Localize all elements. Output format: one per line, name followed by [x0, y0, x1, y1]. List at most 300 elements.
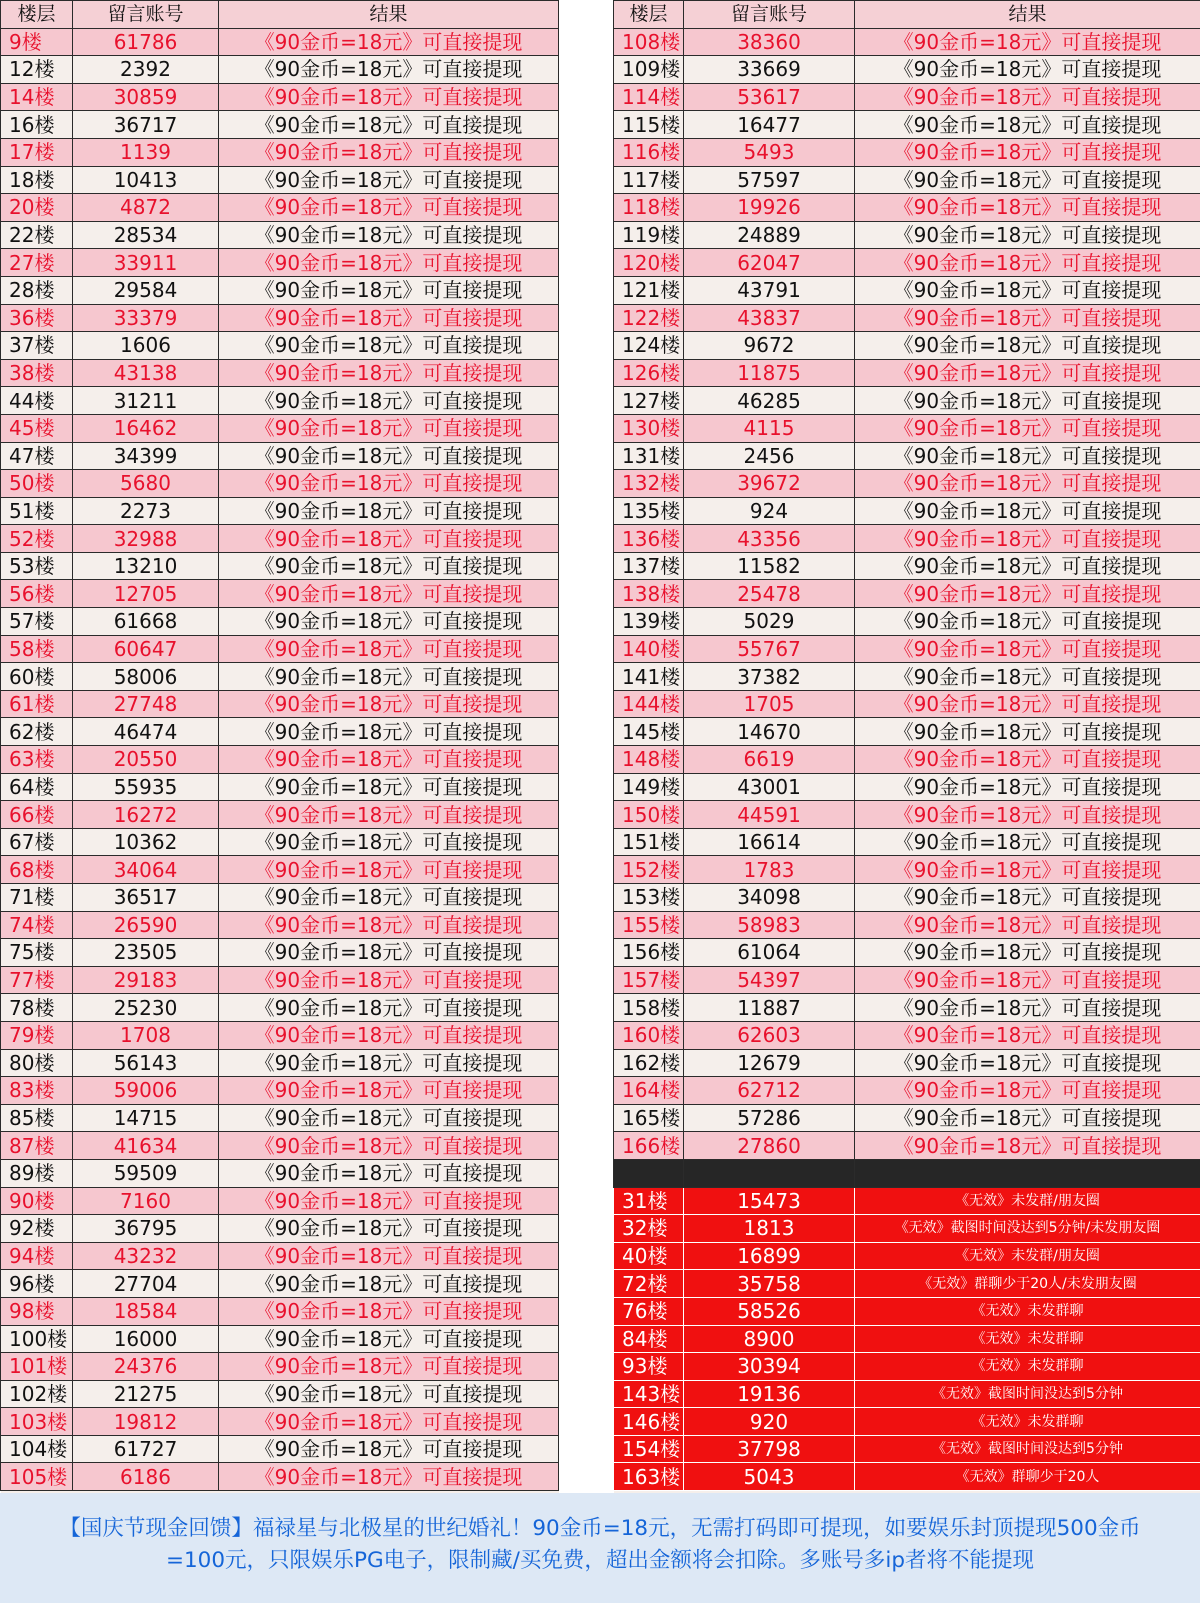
result-cell: 《90金币=18元》可直接提现	[855, 111, 1200, 139]
table-row	[1, 1297, 559, 1325]
table-row	[1, 994, 559, 1022]
floor-cell: 32楼	[614, 1215, 684, 1243]
table-row	[614, 442, 1200, 470]
table-row	[1, 111, 559, 139]
result-cell: 《90金币=18元》可直接提现	[219, 525, 559, 553]
floor-cell: 117楼	[614, 166, 684, 194]
account-cell: 34399	[73, 442, 219, 470]
floor-cell: 156楼	[614, 939, 684, 967]
result-cell: 《90金币=18元》可直接提现	[855, 828, 1200, 856]
floor-cell: 127楼	[614, 387, 684, 415]
account-cell: 34098	[684, 884, 855, 912]
floor-cell: 144楼	[614, 690, 684, 718]
account-cell: 53617	[684, 83, 855, 111]
floor-cell: 66楼	[1, 801, 73, 829]
floor-cell: 105楼	[1, 1463, 73, 1491]
floor-cell: 160楼	[614, 1021, 684, 1049]
result-cell: 《无效》未发群聊	[855, 1297, 1200, 1325]
floor-cell: 118楼	[614, 194, 684, 222]
result-cell: 《90金币=18元》可直接提现	[219, 828, 559, 856]
header-row	[1, 1, 559, 29]
account-cell: 8900	[684, 1325, 855, 1353]
result-cell: 《90金币=18元》可直接提现	[219, 359, 559, 387]
result-cell: 《90金币=18元》可直接提现	[219, 1270, 559, 1298]
floor-cell: 155楼	[614, 911, 684, 939]
account-cell: 56143	[73, 1049, 219, 1077]
account-cell: 33911	[73, 249, 219, 277]
account-cell: 41634	[73, 1132, 219, 1160]
header-result: 结果	[855, 1, 1200, 29]
table-row	[614, 497, 1200, 525]
floor-cell: 85楼	[1, 1104, 73, 1132]
floor-cell: 104楼	[1, 1435, 73, 1463]
result-cell: 《90金币=18元》可直接提现	[219, 939, 559, 967]
account-cell: 60647	[73, 635, 219, 663]
result-cell: 《无效》群聊少于20人/未发朋友圈	[855, 1270, 1200, 1298]
account-cell: 31211	[73, 387, 219, 415]
result-cell: 《90金币=18元》可直接提现	[219, 994, 559, 1022]
table-row	[614, 1215, 1200, 1243]
floor-cell: 146楼	[614, 1408, 684, 1436]
account-cell: 43837	[684, 304, 855, 332]
table-row	[1, 1187, 559, 1215]
table-row	[614, 276, 1200, 304]
floor-cell: 63楼	[1, 746, 73, 774]
result-cell: 《90金币=18元》可直接提现	[855, 276, 1200, 304]
floor-cell: 20楼	[1, 194, 73, 222]
account-cell: 43001	[684, 773, 855, 801]
account-cell: 13210	[73, 552, 219, 580]
account-cell: 33379	[73, 304, 219, 332]
account-cell: 16899	[684, 1242, 855, 1270]
table-row	[614, 608, 1200, 636]
table-row	[614, 1435, 1200, 1463]
table-row	[1, 966, 559, 994]
account-cell: 25478	[684, 580, 855, 608]
table-row	[1, 1021, 559, 1049]
result-cell: 《无效》未发群/朋友圈	[855, 1242, 1200, 1270]
table-row	[614, 1132, 1200, 1160]
table-row	[614, 939, 1200, 967]
table-row	[1, 1132, 559, 1160]
table-row	[614, 773, 1200, 801]
right-result-table	[613, 0, 1200, 1503]
result-cell: 《90金币=18元》可直接提现	[219, 1297, 559, 1325]
result-cell: 《90金币=18元》可直接提现	[219, 884, 559, 912]
floor-cell: 114楼	[614, 83, 684, 111]
account-cell: 38360	[684, 28, 855, 56]
result-cell: 《无效》未发群聊	[855, 1408, 1200, 1436]
result-cell: 《90金币=18元》可直接提现	[219, 690, 559, 718]
table-row	[1, 801, 559, 829]
floor-cell: 157楼	[614, 966, 684, 994]
table-row	[1, 773, 559, 801]
result-cell: 《90金币=18元》可直接提现	[855, 332, 1200, 360]
result-cell: 《90金币=18元》可直接提现	[219, 28, 559, 56]
result-cell: 《90金币=18元》可直接提现	[219, 1049, 559, 1077]
table-row	[614, 166, 1200, 194]
account-cell: 12705	[73, 580, 219, 608]
table-row	[1, 28, 559, 56]
floor-cell: 60楼	[1, 663, 73, 691]
result-cell: 《90金币=18元》可直接提现	[855, 83, 1200, 111]
floor-cell: 145楼	[614, 718, 684, 746]
account-cell: 61727	[73, 1435, 219, 1463]
floor-cell: 139楼	[614, 608, 684, 636]
floor-cell: 57楼	[1, 608, 73, 636]
result-cell: 《90金币=18元》可直接提现	[855, 635, 1200, 663]
result-cell: 《90金币=18元》可直接提现	[855, 801, 1200, 829]
header-row	[614, 1, 1200, 29]
account-cell: 37798	[684, 1435, 855, 1463]
account-cell: 2456	[684, 442, 855, 470]
result-cell: 《90金币=18元》可直接提现	[219, 442, 559, 470]
result-cell: 《90金币=18元》可直接提现	[855, 994, 1200, 1022]
account-cell: 1708	[73, 1021, 219, 1049]
table-row	[1, 304, 559, 332]
floor-cell: 84楼	[614, 1325, 684, 1353]
table-row	[614, 1297, 1200, 1325]
floor-cell: 138楼	[614, 580, 684, 608]
table-row	[1, 911, 559, 939]
result-cell: 《90金币=18元》可直接提现	[219, 497, 559, 525]
result-cell: 《90金币=18元》可直接提现	[219, 773, 559, 801]
floor-cell: 74楼	[1, 911, 73, 939]
floor-cell: 75楼	[1, 939, 73, 967]
floor-cell: 22楼	[1, 221, 73, 249]
account-cell: 29584	[73, 276, 219, 304]
account-cell: 34064	[73, 856, 219, 884]
divider-row-cell	[614, 1159, 684, 1187]
table-row	[1, 83, 559, 111]
result-cell: 《90金币=18元》可直接提现	[855, 966, 1200, 994]
table-row	[1, 1270, 559, 1298]
floor-cell: 79楼	[1, 1021, 73, 1049]
floor-cell: 148楼	[614, 746, 684, 774]
account-cell: 6619	[684, 746, 855, 774]
account-cell: 62712	[684, 1077, 855, 1105]
floor-cell: 50楼	[1, 470, 73, 498]
account-cell: 36795	[73, 1215, 219, 1243]
table-row	[614, 359, 1200, 387]
table-row	[1, 359, 559, 387]
table-row	[1, 470, 559, 498]
account-cell: 19812	[73, 1408, 219, 1436]
account-cell: 62603	[684, 1021, 855, 1049]
result-cell: 《90金币=18元》可直接提现	[855, 911, 1200, 939]
floor-cell: 83楼	[1, 1077, 73, 1105]
account-cell: 37382	[684, 663, 855, 691]
table-row	[1, 856, 559, 884]
result-cell: 《90金币=18元》可直接提现	[855, 470, 1200, 498]
result-cell: 《90金币=18元》可直接提现	[219, 1159, 559, 1187]
floor-cell: 166楼	[614, 1132, 684, 1160]
result-cell: 《90金币=18元》可直接提现	[855, 1132, 1200, 1160]
table-row	[1, 497, 559, 525]
result-cell: 《90金币=18元》可直接提现	[219, 414, 559, 442]
floor-cell: 64楼	[1, 773, 73, 801]
result-cell: 《90金币=18元》可直接提现	[219, 166, 559, 194]
account-cell: 26590	[73, 911, 219, 939]
table-row	[1, 166, 559, 194]
account-cell: 11875	[684, 359, 855, 387]
account-cell: 1139	[73, 138, 219, 166]
result-cell: 《90金币=18元》可直接提现	[219, 194, 559, 222]
table-row	[614, 221, 1200, 249]
floor-cell: 102楼	[1, 1380, 73, 1408]
table-row	[1, 56, 559, 84]
floor-cell: 40楼	[614, 1242, 684, 1270]
floor-cell: 77楼	[1, 966, 73, 994]
table-row	[1, 1463, 559, 1491]
account-cell: 12679	[684, 1049, 855, 1077]
result-cell: 《90金币=18元》可直接提现	[855, 580, 1200, 608]
account-cell: 57286	[684, 1104, 855, 1132]
floor-cell: 141楼	[614, 663, 684, 691]
result-cell: 《90金币=18元》可直接提现	[855, 194, 1200, 222]
account-cell: 58983	[684, 911, 855, 939]
account-cell: 36717	[73, 111, 219, 139]
account-cell: 1813	[684, 1215, 855, 1243]
floor-cell: 16楼	[1, 111, 73, 139]
result-cell: 《90金币=18元》可直接提现	[855, 608, 1200, 636]
floor-cell: 121楼	[614, 276, 684, 304]
floor-cell: 100楼	[1, 1325, 73, 1353]
table-row	[614, 663, 1200, 691]
result-cell: 《无效》截图时间没达到5分钟/未发朋友圈	[855, 1215, 1200, 1243]
account-cell: 2273	[73, 497, 219, 525]
result-cell: 《90金币=18元》可直接提现	[855, 939, 1200, 967]
floor-cell: 115楼	[614, 111, 684, 139]
account-cell: 24889	[684, 221, 855, 249]
table-row	[614, 856, 1200, 884]
account-cell: 43232	[73, 1242, 219, 1270]
account-cell: 16477	[684, 111, 855, 139]
table-row	[1, 194, 559, 222]
table-row	[1, 828, 559, 856]
table-row	[1, 1325, 559, 1353]
result-cell: 《90金币=18元》可直接提现	[219, 304, 559, 332]
account-cell: 35758	[684, 1270, 855, 1298]
result-cell: 《90金币=18元》可直接提现	[219, 470, 559, 498]
account-cell: 62047	[684, 249, 855, 277]
result-cell: 《90金币=18元》可直接提现	[855, 221, 1200, 249]
result-cell: 《90金币=18元》可直接提现	[219, 856, 559, 884]
result-cell: 《90金币=18元》可直接提现	[219, 387, 559, 415]
account-cell: 14715	[73, 1104, 219, 1132]
account-cell: 18584	[73, 1297, 219, 1325]
table-row	[1, 746, 559, 774]
table-row	[1, 442, 559, 470]
result-cell: 《90金币=18元》可直接提现	[855, 1021, 1200, 1049]
table-row	[1, 276, 559, 304]
result-cell: 《90金币=18元》可直接提现	[219, 138, 559, 166]
table-row	[614, 994, 1200, 1022]
account-cell: 14670	[684, 718, 855, 746]
account-cell: 46474	[73, 718, 219, 746]
floor-cell: 93楼	[614, 1353, 684, 1381]
table-row	[614, 414, 1200, 442]
account-cell: 9672	[684, 332, 855, 360]
account-cell: 30394	[684, 1353, 855, 1381]
account-cell: 21275	[73, 1380, 219, 1408]
floor-cell: 137楼	[614, 552, 684, 580]
floor-cell: 78楼	[1, 994, 73, 1022]
floor-cell: 98楼	[1, 1297, 73, 1325]
result-cell: 《90金币=18元》可直接提现	[219, 746, 559, 774]
floor-cell: 92楼	[1, 1215, 73, 1243]
floor-cell: 122楼	[614, 304, 684, 332]
account-cell: 57597	[684, 166, 855, 194]
table-row	[1, 1435, 559, 1463]
result-cell: 《90金币=18元》可直接提现	[219, 608, 559, 636]
header-account: 留言账号	[684, 1, 855, 29]
result-cell: 《90金币=18元》可直接提现	[219, 249, 559, 277]
floor-cell: 18楼	[1, 166, 73, 194]
account-cell: 5029	[684, 608, 855, 636]
account-cell: 23505	[73, 939, 219, 967]
floor-cell: 126楼	[614, 359, 684, 387]
account-cell: 28534	[73, 221, 219, 249]
floor-cell: 53楼	[1, 552, 73, 580]
floor-cell: 36楼	[1, 304, 73, 332]
account-cell: 4115	[684, 414, 855, 442]
result-cell: 《90金币=18元》可直接提现	[855, 359, 1200, 387]
table-row	[614, 911, 1200, 939]
result-cell: 《90金币=18元》可直接提现	[219, 221, 559, 249]
account-cell: 10362	[73, 828, 219, 856]
account-cell: 19926	[684, 194, 855, 222]
divider-row	[614, 1159, 1200, 1187]
floor-cell: 67楼	[1, 828, 73, 856]
floor-cell: 28楼	[1, 276, 73, 304]
result-cell: 《90金币=18元》可直接提现	[219, 83, 559, 111]
result-cell: 《90金币=18元》可直接提现	[219, 276, 559, 304]
table-row	[614, 470, 1200, 498]
floor-cell: 58楼	[1, 635, 73, 663]
divider-row-cell	[855, 1159, 1200, 1187]
floor-cell: 62楼	[1, 718, 73, 746]
result-cell: 《90金币=18元》可直接提现	[219, 1353, 559, 1381]
floor-cell: 72楼	[614, 1270, 684, 1298]
floor-cell: 71楼	[1, 884, 73, 912]
table-row	[614, 1021, 1200, 1049]
floor-cell: 108楼	[614, 28, 684, 56]
result-cell: 《无效》群聊少于20人	[855, 1463, 1200, 1491]
result-cell: 《90金币=18元》可直接提现	[855, 718, 1200, 746]
table-row	[1, 608, 559, 636]
floor-cell: 56楼	[1, 580, 73, 608]
result-cell: 《90金币=18元》可直接提现	[219, 1463, 559, 1491]
account-cell: 39672	[684, 470, 855, 498]
result-cell: 《90金币=18元》可直接提现	[855, 138, 1200, 166]
account-cell: 5680	[73, 470, 219, 498]
table-row	[1, 884, 559, 912]
account-cell: 2392	[73, 56, 219, 84]
header-account: 留言账号	[73, 1, 219, 29]
floor-cell: 89楼	[1, 1159, 73, 1187]
table-row	[1, 387, 559, 415]
result-cell: 《无效》未发群聊	[855, 1353, 1200, 1381]
header-result: 结果	[219, 1, 559, 29]
table-row	[1, 332, 559, 360]
account-cell: 59006	[73, 1077, 219, 1105]
result-cell: 《90金币=18元》可直接提现	[219, 552, 559, 580]
account-cell: 27704	[73, 1270, 219, 1298]
floor-cell: 164楼	[614, 1077, 684, 1105]
floor-cell: 149楼	[614, 773, 684, 801]
table-row	[614, 304, 1200, 332]
result-cell: 《90金币=18元》可直接提现	[219, 1104, 559, 1132]
floor-cell: 132楼	[614, 470, 684, 498]
result-cell: 《90金币=18元》可直接提现	[219, 801, 559, 829]
result-cell: 《90金币=18元》可直接提现	[219, 1187, 559, 1215]
account-cell: 33669	[684, 56, 855, 84]
result-cell: 《90金币=18元》可直接提现	[219, 1021, 559, 1049]
result-cell: 《90金币=18元》可直接提现	[219, 966, 559, 994]
account-cell: 61786	[73, 28, 219, 56]
table-row	[1, 690, 559, 718]
floor-cell: 140楼	[614, 635, 684, 663]
account-cell: 30859	[73, 83, 219, 111]
header-floor: 楼层	[614, 1, 684, 29]
table-row	[614, 28, 1200, 56]
table-row	[1, 249, 559, 277]
account-cell: 1705	[684, 690, 855, 718]
result-cell: 《90金币=18元》可直接提现	[219, 1077, 559, 1105]
account-cell: 29183	[73, 966, 219, 994]
account-cell: 32988	[73, 525, 219, 553]
table-row	[614, 1325, 1200, 1353]
account-cell: 54397	[684, 966, 855, 994]
account-cell: 5043	[684, 1463, 855, 1491]
table-row	[614, 1380, 1200, 1408]
floor-cell: 47楼	[1, 442, 73, 470]
floor-cell: 96楼	[1, 1270, 73, 1298]
account-cell: 43356	[684, 525, 855, 553]
left-result-table	[0, 0, 559, 1503]
table-row	[614, 1104, 1200, 1132]
floor-cell: 17楼	[1, 138, 73, 166]
account-cell: 27748	[73, 690, 219, 718]
table-row	[614, 1463, 1200, 1491]
account-cell: 16272	[73, 801, 219, 829]
account-cell: 6186	[73, 1463, 219, 1491]
table-row	[1, 1242, 559, 1270]
table-row	[1, 1380, 559, 1408]
account-cell: 59509	[73, 1159, 219, 1187]
account-cell: 15473	[684, 1187, 855, 1215]
table-row	[614, 1242, 1200, 1270]
result-cell: 《90金币=18元》可直接提现	[855, 690, 1200, 718]
account-cell: 36517	[73, 884, 219, 912]
result-cell: 《90金币=18元》可直接提现	[219, 1408, 559, 1436]
result-cell: 《90金币=18元》可直接提现	[855, 28, 1200, 56]
table-row	[1, 1353, 559, 1381]
table-row	[614, 1353, 1200, 1381]
header-floor: 楼层	[1, 1, 73, 29]
account-cell: 25230	[73, 994, 219, 1022]
result-cell: 《90金币=18元》可直接提现	[219, 580, 559, 608]
result-cell: 《90金币=18元》可直接提现	[219, 1242, 559, 1270]
floor-cell: 165楼	[614, 1104, 684, 1132]
result-cell: 《90金币=18元》可直接提现	[219, 332, 559, 360]
floor-cell: 154楼	[614, 1435, 684, 1463]
table-row	[614, 525, 1200, 553]
banner-line-1: 【国庆节现金回馈】福禄星与北极星的世纪婚礼！90金币=18元，无需打码即可提现，如要娱乐封顶提现500金币	[59, 1516, 1141, 1541]
floor-cell: 130楼	[614, 414, 684, 442]
result-cell: 《90金币=18元》可直接提现	[855, 497, 1200, 525]
